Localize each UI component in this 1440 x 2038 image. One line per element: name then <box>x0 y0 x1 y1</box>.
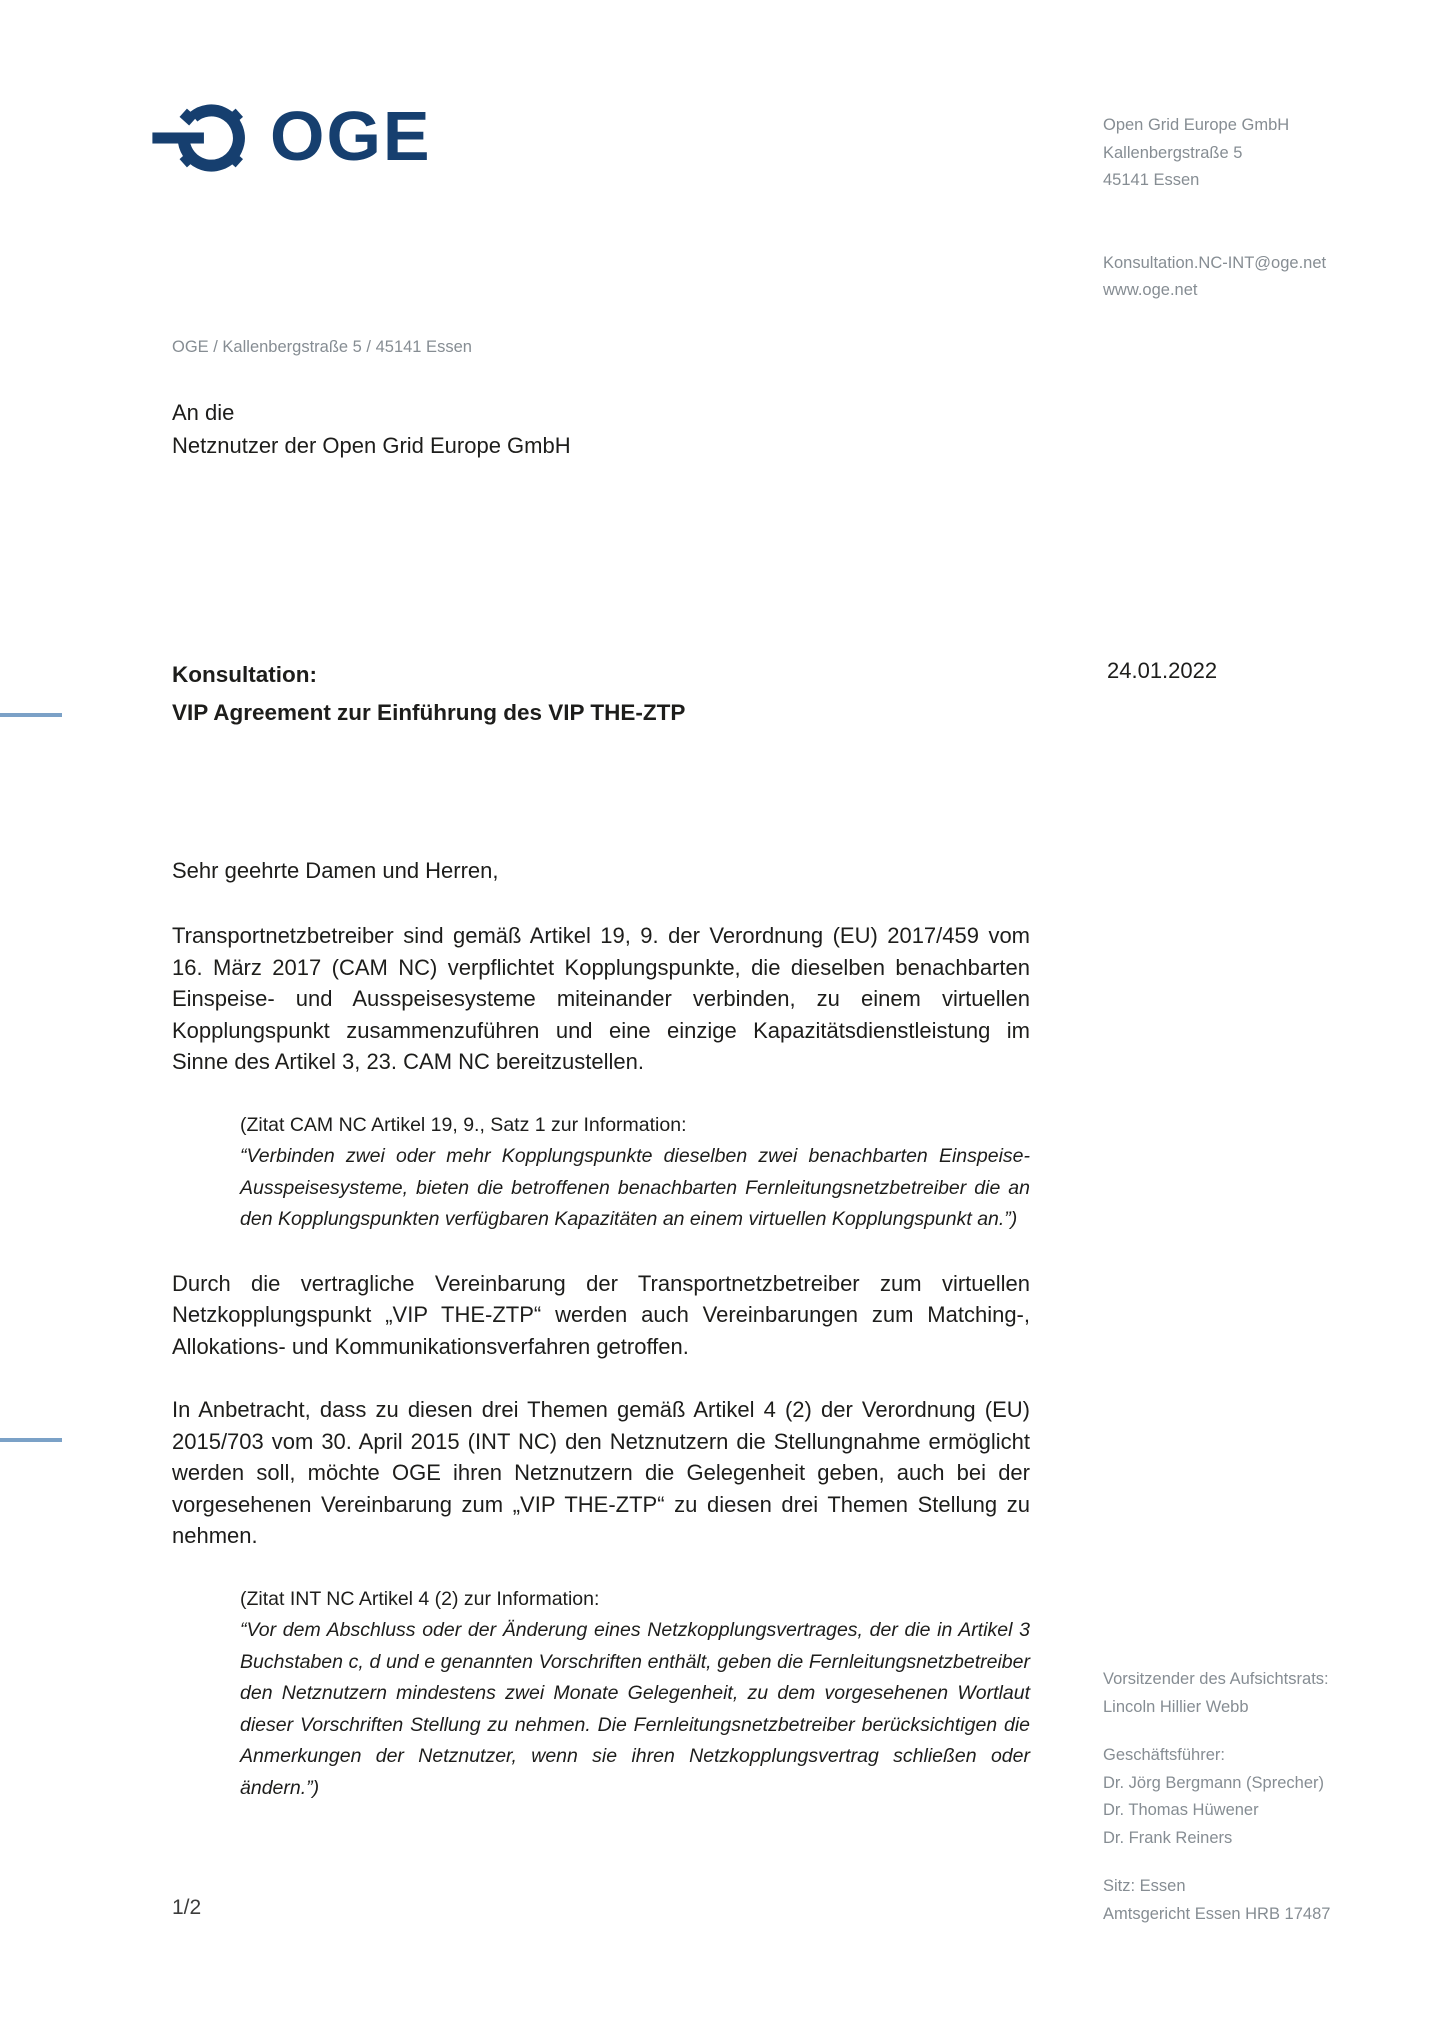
fold-mark-top <box>0 713 62 717</box>
company-city: 45141 Essen <box>1103 171 1200 189</box>
contact-website: www.oge.net <box>1103 281 1198 299</box>
subject-block <box>172 656 1032 732</box>
letter-date: 24.01.2022 <box>1107 658 1218 683</box>
body-paragraph: In Anbetracht, dass zu diesen drei Themen gemäß Artikel 4 (2) der Verordnung (EU) 2015/703 vom 30. April 2015 (INT NC) den Netznutzern die Stellungnahme ermöglicht werden soll, möchte OGE ihren Netznutzern die Gelegenheit geben, auch bei der vorgesehenen Vereinbarung zum „VIP THE-ZTP“ zu diesen drei Themen Stellung zu nehmen. <box>172 1397 1030 1548</box>
recipient-line: An die <box>172 400 235 425</box>
contact-email: Konsultation.NC-INT@oge.net <box>1103 253 1327 272</box>
company-name: Open Grid Europe GmbH <box>1103 116 1290 134</box>
subject-line: Konsultation: <box>172 662 317 687</box>
managing-director-name: Dr. Frank Reiners <box>1103 1828 1233 1847</box>
chairman-label: Vorsitzender des Aufsichtsrats: <box>1103 1670 1329 1688</box>
letterhead-address-block <box>1103 112 1433 305</box>
quote-text: “Vor dem Abschluss oder der Änderung eines Netzkopplungsvertrages, der die in Artikel 3 Buchstaben c, d und e genannten Vorschriften enthält, geben die Fernleitungsnetzbetreiber den Netznutzern mindestens zwei Monate Gelegenheit, zu dem vorgesehenen Wortlaut dieser Vorschriften Stellung zu nehmen. Die Fernleitungsnetzbetreiber berücksichtigen die Anmerkungen der Netznutzer, wenn sie ihren Netzkopplungsvertrag schließen oder ändern.”) <box>240 1619 1030 1799</box>
company-registry: Amtsgericht Essen HRB 17487 <box>1103 1904 1331 1923</box>
corporate-footer-block <box>1103 1666 1433 1928</box>
quote-text: “Verbinden zwei oder mehr Kopplungspunkte dieselben zwei benachbarten Einspeise-Ausspeisesysteme, bieten die betroffenen benachbarten Fernleitungsnetzbetreiber die an den Kopplungspunkten verfügbaren Kapazitäten an einem virtuellen Kopplungspunkt an.”) <box>240 1145 1030 1230</box>
quote-block-int-nc <box>240 1584 1030 1805</box>
fold-mark-bottom <box>0 1438 62 1442</box>
recipient-block <box>172 396 571 462</box>
footer-spacer <box>1103 1852 1433 1873</box>
oge-logo-icon <box>152 92 254 184</box>
quote-intro: (Zitat CAM NC Artikel 19, 9., Satz 1 zur Information: <box>240 1113 687 1136</box>
body-paragraph: Transportnetzbetreiber sind gemäß Artikel 19, 9. der Verordnung (EU) 2017/459 vom 16. März 2017 (CAM NC) verpflichtet Kopplungspunkte, die dieselben benachbarten Einspeise- und Ausspeisesysteme miteinander verbinden, zu einem virtuellen Kopplungspunkt zusammenzuführen und eine einzige Kapazitätsdienstleistung im Sinne des Artikel 3, 23. CAM NC bereitzustellen. <box>172 923 1030 1074</box>
quote-intro: (Zitat INT NC Artikel 4 (2) zur Information: <box>240 1587 600 1610</box>
oge-logo <box>152 92 432 184</box>
company-seat: Sitz: Essen <box>1103 1877 1186 1895</box>
managing-director-name: Dr. Jörg Bergmann (Sprecher) <box>1103 1773 1325 1792</box>
letter-body <box>172 920 1030 1836</box>
chairman-name: Lincoln Hillier Webb <box>1103 1697 1249 1716</box>
subject-line: VIP Agreement zur Einführung des VIP THE-ZTP <box>172 700 686 725</box>
managing-directors-label: Geschäftsführer: <box>1103 1746 1225 1764</box>
managing-director-name: Dr. Thomas Hüwener <box>1103 1801 1259 1819</box>
recipient-line: Netznutzer der Open Grid Europe GmbH <box>172 433 571 458</box>
company-street: Kallenbergstraße 5 <box>1103 143 1243 162</box>
salutation: Sehr geehrte Damen und Herren, <box>172 858 499 883</box>
return-address-line: OGE / Kallenbergstraße 5 / 45141 Essen <box>172 338 472 356</box>
page-number: 1/2 <box>172 1896 202 1919</box>
quote-block-cam-nc <box>240 1110 1030 1236</box>
body-paragraph: Durch die vertragliche Vereinbarung der Transportnetzbetreiber zum virtuellen Netzkopplungspunkt „VIP THE-ZTP“ werden auch Vereinbarungen zum Matching-, Allokations- und Kommunikationsverfahren getroffen. <box>172 1270 1030 1359</box>
footer-spacer <box>1103 1721 1433 1742</box>
letterhead-spacer <box>1103 195 1433 250</box>
oge-logo-text: OGE <box>270 97 432 175</box>
